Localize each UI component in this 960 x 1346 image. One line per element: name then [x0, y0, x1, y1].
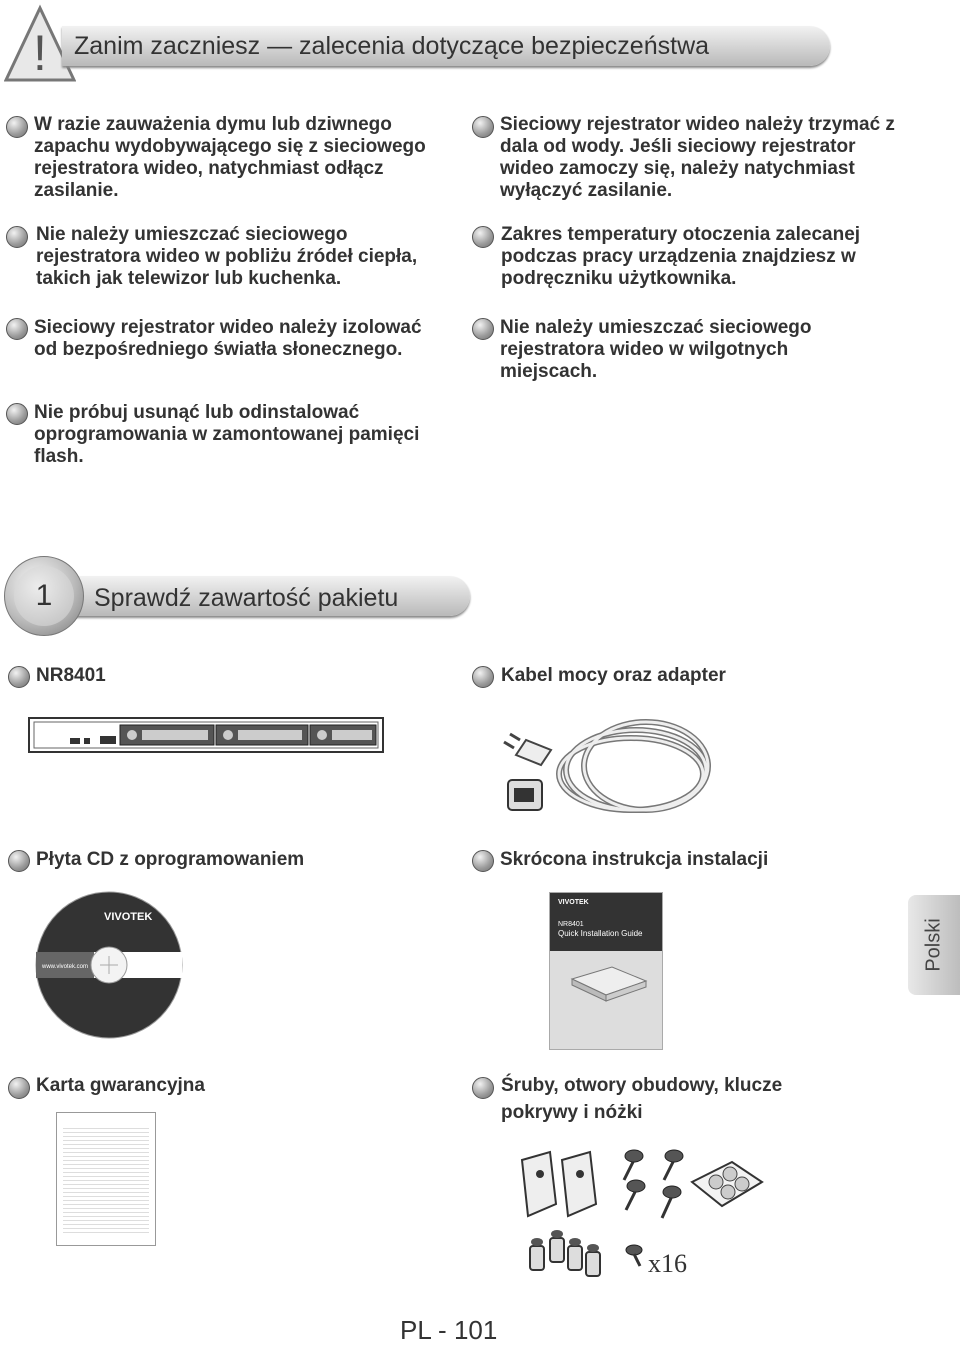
- cd-image: [34, 890, 184, 1040]
- bullet-icon: [8, 666, 30, 688]
- item-nr8401: NR8401: [36, 665, 106, 686]
- cd-brand: VIVOTEK: [104, 911, 153, 923]
- bullet-icon: [472, 116, 494, 138]
- section1-number-circle: [4, 556, 84, 636]
- language-tab-label: Polski: [922, 918, 945, 972]
- bullet-icon: [472, 226, 494, 248]
- section1-number: 1: [35, 579, 53, 612]
- warranty-card-image: [56, 1112, 156, 1246]
- accessories-image: [516, 1146, 766, 1296]
- bullet-icon: [6, 403, 28, 425]
- bullet-icon: [6, 116, 28, 138]
- safety-item-flash: Nie próbuj usunąć lub odinstalować oprogramowania w zamontowanej pamięci flash.: [34, 402, 420, 467]
- safety-item-sunlight: Sieciowy rejestrator wideo należy izolować od bezpośredniego światła słonecznego.: [34, 317, 422, 360]
- screw-count: x16: [648, 1249, 687, 1278]
- safety-item-humidity: Nie należy umieszczać sieciowego rejestratora wideo w wilgotnych miejscach.: [500, 317, 812, 382]
- safety-item-temperature: Zakres temperatury otoczenia zalecanej podczas pracy urządzenia znajdziesz w podręczniku użytkownika.: [501, 224, 861, 289]
- guide-brand: VIVOTEK: [558, 899, 589, 906]
- power-cable-image: [496, 710, 722, 820]
- cd-url: www.vivotek.com: [42, 964, 89, 970]
- item-quick-guide: Skrócona instrukcja instalacji: [500, 849, 769, 870]
- guide-model: NR8401: [558, 921, 584, 928]
- bullet-icon: [472, 318, 494, 340]
- bullet-icon: [6, 318, 28, 340]
- guide-device-image: [568, 963, 648, 1005]
- safety-item-smoke: W razie zauważenia dymu lub dziwnego zapachu wydobywającego się z sieciowego rejestratora wideo, natychmiast odłącz zasilanie.: [34, 114, 426, 201]
- safety-item-heat: Nie należy umieszczać sieciowego rejestratora wideo w pobliżu źródeł ciepła, takich jak telewizor lub kuchenka.: [36, 224, 418, 289]
- bullet-icon: [472, 1077, 494, 1099]
- item-screws-line1: Śruby, otwory obudowy, klucze: [501, 1075, 783, 1096]
- item-screws-line2: pokrywy i nóżki: [501, 1102, 643, 1123]
- safety-item-water: Sieciowy rejestrator wideo należy trzymać z dala od wody. Jeśli sieciowy rejestrator wideo zamoczy się, należy natychmiast wyłączyć zasilanie.: [500, 114, 895, 201]
- page-number: PL - 101: [400, 1315, 498, 1345]
- bullet-icon: [472, 850, 494, 872]
- safety-title: Zanim zaczniesz — zalecenia dotyczące bezpieczeństwa: [74, 32, 710, 60]
- bullet-icon: [472, 666, 494, 688]
- bullet-icon: [8, 1077, 30, 1099]
- item-software-cd: Płyta CD z oprogramowaniem: [36, 849, 305, 870]
- item-power-cable: Kabel mocy oraz adapter: [501, 665, 726, 686]
- language-tab: [908, 895, 960, 995]
- bullet-icon: [8, 850, 30, 872]
- warning-glyph: !: [33, 25, 47, 81]
- guide-title: Quick Installation Guide: [558, 929, 643, 938]
- bullet-icon: [6, 226, 28, 248]
- item-warranty-card: Karta gwarancyjna: [36, 1075, 205, 1096]
- quick-guide-image: [549, 892, 663, 1050]
- nvr-front-image: [28, 716, 386, 756]
- section1-title: Sprawdź zawartość pakietu: [94, 584, 399, 612]
